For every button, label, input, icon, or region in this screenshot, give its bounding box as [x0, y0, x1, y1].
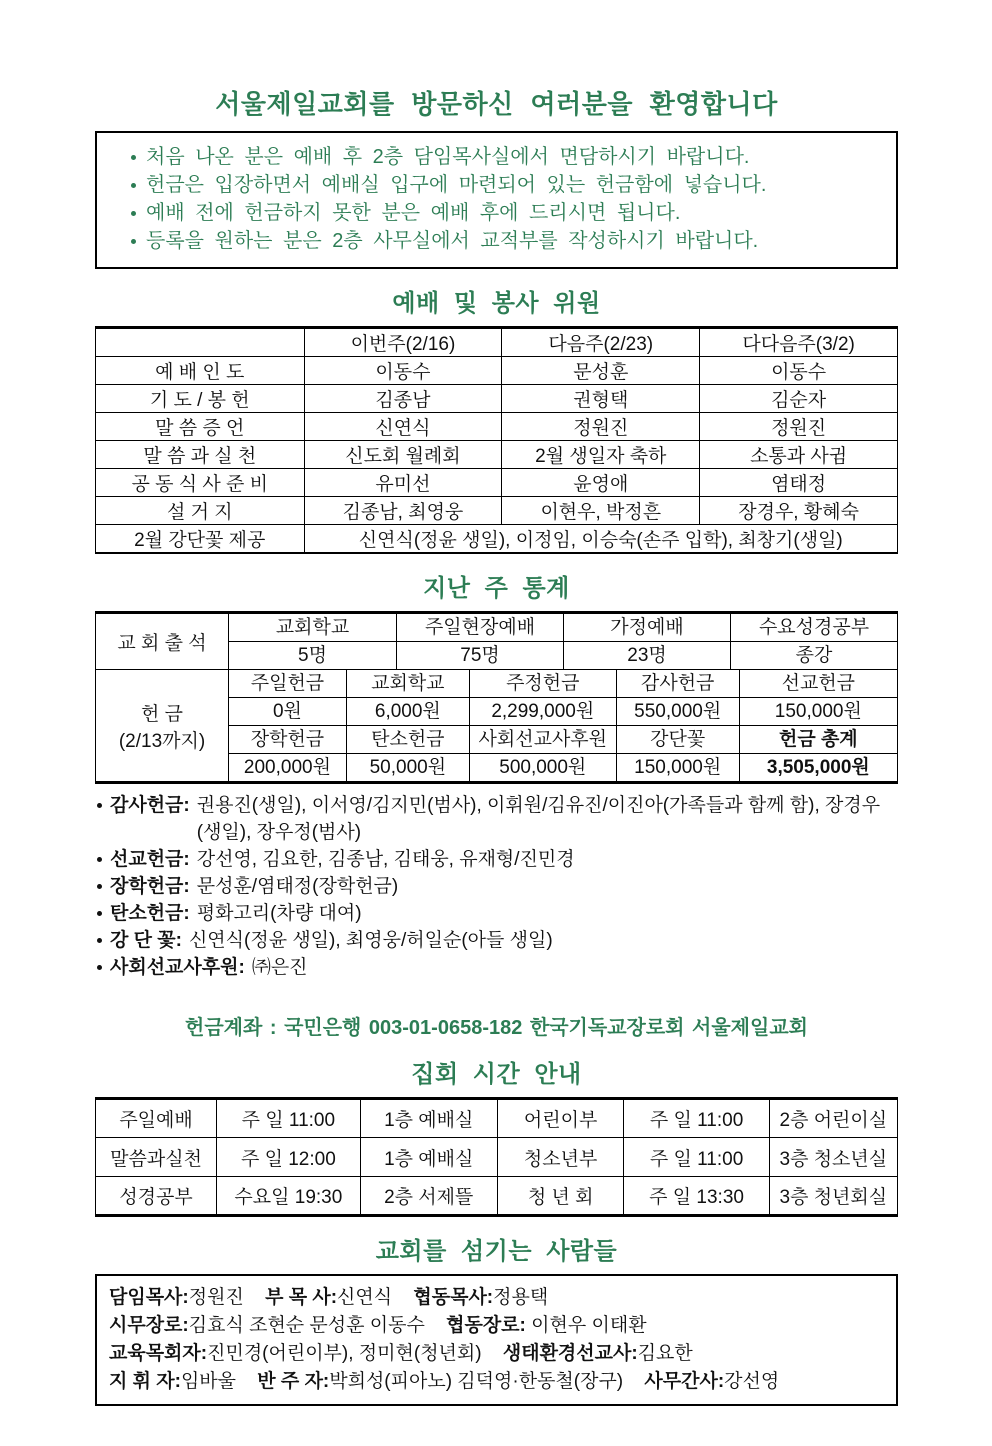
column-header: 교회학교	[346, 670, 469, 697]
table-row	[96, 1099, 898, 1138]
detail-text: 강선영, 김요한, 김종남, 김태웅, 유재형/진민경	[196, 849, 575, 870]
cell: 이동수	[304, 357, 502, 385]
staff-box	[95, 1274, 898, 1406]
detail-label: 탄소헌금:	[110, 903, 190, 924]
row-label: 2월 강단꽃 제공	[96, 525, 305, 554]
meeting-name: 말씀과실천	[96, 1138, 217, 1177]
row-label: 말 씀 증 언	[96, 413, 305, 441]
welcome-note-text: 예배 전에 헌금하지 못한 분은 예배 후에 드리시면 됩니다.	[146, 202, 681, 224]
bullet-icon	[131, 183, 136, 188]
offering-label-line1: 헌 금	[141, 703, 183, 725]
offering-account-line: 헌금계좌 : 국민은행 003-01-0658-182 한국기독교장로회 서울제일교회	[185, 1017, 808, 1039]
column-header: 교회학교	[275, 617, 350, 638]
offering-value: 500,000원	[469, 753, 616, 781]
offering-label-line2: (2/13까지)	[118, 730, 206, 752]
column-header: 이번주(2/16)	[304, 328, 502, 357]
staff-role: 시무장로:	[109, 1315, 189, 1336]
detail-text: 신연식(정윤 생일), 최영웅/허일순(아들 생일)	[188, 930, 553, 951]
meeting-place: 2층 어린이실	[769, 1099, 897, 1138]
staff-name: 임바울	[180, 1371, 237, 1392]
staff-line	[109, 1312, 884, 1340]
attendance-label: 교 회 출 석	[96, 614, 229, 669]
detail-text: 평화고리(차량 대여)	[196, 903, 362, 924]
row-label: 기 도 / 봉 헌	[96, 385, 305, 413]
staff-name: 김요한	[637, 1343, 693, 1364]
staff-pair	[109, 1343, 482, 1364]
meeting-place: 1층 예배실	[360, 1099, 497, 1138]
list-item	[95, 927, 898, 954]
staff-line	[109, 1368, 884, 1396]
stats-section-title: 지난 주 통계	[423, 575, 570, 602]
column-header: 주일현장예배	[396, 614, 563, 641]
column-header: 장학헌금	[229, 725, 346, 753]
staff-name: 박희성(피아노) 김덕영·한동철(장구)	[329, 1371, 624, 1392]
attendance-value: 75명	[396, 641, 563, 669]
detail-label: 장학헌금:	[110, 876, 190, 897]
staff-pair	[109, 1315, 425, 1336]
detail-text: 문성훈/염태정(장학헌금)	[196, 876, 399, 897]
welcome-notes-box	[95, 131, 898, 269]
table-row	[96, 357, 898, 385]
table-header-row	[96, 328, 898, 357]
detail-text: 권용진(생일), 이서영/김지민(범사), 이휘원/김유진/이진아(가족들과 함께 함), 장경우(생일), 장우정(범사)	[196, 795, 881, 843]
detail-label: 감사헌금:	[110, 795, 190, 816]
row-label: 예 배 인 도	[96, 357, 305, 385]
staff-name: 이현우 이태환	[525, 1315, 647, 1336]
meeting-name: 청소년부	[497, 1138, 624, 1177]
corner-cell	[96, 328, 305, 357]
cell: 2월 생일자 축하	[502, 441, 700, 469]
meeting-name: 청 년 회	[497, 1177, 624, 1216]
table-row	[96, 385, 898, 413]
bullet-icon	[97, 965, 102, 970]
offering-value: 2,299,000원	[469, 697, 616, 725]
flower-row	[96, 525, 898, 554]
cell: 정원진	[700, 413, 898, 441]
attendance-value: 23명	[563, 641, 730, 669]
detail-label: 선교헌금:	[110, 849, 190, 870]
meeting-time: 주 일 13:30	[624, 1177, 769, 1216]
detail-label: 강 단 꽃:	[110, 930, 182, 951]
list-item	[95, 846, 898, 873]
staff-line	[109, 1284, 884, 1312]
staff-pair	[109, 1371, 236, 1392]
staff-pair	[413, 1287, 548, 1308]
worship-committee-table	[95, 326, 898, 554]
cell: 김순자	[700, 385, 898, 413]
bullet-icon	[131, 155, 136, 160]
column-header: 탄소헌금	[346, 725, 469, 753]
cell: 장경우, 황혜숙	[700, 497, 898, 525]
meeting-name: 성경공부	[96, 1177, 217, 1216]
staff-name: 신연식	[337, 1287, 393, 1308]
staff-line	[109, 1340, 884, 1368]
offering-value: 6,000원	[346, 697, 469, 725]
cell: 권형택	[502, 385, 700, 413]
cell: 김종남, 최영웅	[304, 497, 502, 525]
staff-name: 정용택	[493, 1287, 549, 1308]
flower-providers: 신연식(정윤 생일), 이정임, 이승숙(손주 입학), 최창기(생일)	[304, 525, 897, 554]
list-item	[95, 873, 898, 900]
table-row	[96, 1177, 898, 1216]
column-header: 다음주(2/23)	[502, 328, 700, 357]
staff-role: 생태환경선교사:	[502, 1343, 638, 1364]
cell: 유미선	[304, 469, 502, 497]
staff-pair	[446, 1315, 646, 1336]
column-header: 선교헌금	[739, 670, 897, 697]
meetings-section-title: 집회 시간 안내	[411, 1061, 582, 1088]
list-item	[95, 900, 898, 927]
column-header: 강단꽃	[616, 725, 739, 753]
meeting-name: 주일예배	[96, 1099, 217, 1138]
worship-section-title: 예배 및 봉사 위원	[392, 290, 601, 317]
bullet-icon	[131, 211, 136, 216]
table-row	[96, 1138, 898, 1177]
column-header: 다다음주(3/2)	[700, 328, 898, 357]
cell: 문성훈	[502, 357, 700, 385]
list-item	[95, 954, 898, 981]
meeting-time: 주 일 11:00	[624, 1138, 769, 1177]
staff-role: 지 휘 자:	[109, 1371, 181, 1392]
meeting-place: 3층 청소년실	[769, 1138, 897, 1177]
staff-pair	[644, 1371, 779, 1392]
meeting-place: 2층 서제뜰	[360, 1177, 497, 1216]
page-title: 서울제일교회를 방문하신 여러분을 환영합니다	[215, 89, 778, 119]
staff-role: 반 주 자:	[257, 1371, 330, 1392]
welcome-note-text: 등록을 원하는 분은 2층 사무실에서 교적부를 작성하시기 바랍니다.	[146, 230, 759, 252]
attendance-value: 5명	[229, 641, 396, 669]
welcome-note-text: 처음 나온 분은 예배 후 2층 담임목사실에서 면담하시기 바랍니다.	[146, 146, 750, 168]
bullet-icon	[97, 803, 102, 808]
welcome-note-text: 헌금은 입장하면서 예배실 입구에 마련되어 있는 헌금함에 넣습니다.	[146, 174, 767, 196]
staff-role: 사무간사:	[644, 1371, 725, 1392]
cell: 이동수	[700, 357, 898, 385]
offering-value: 200,000원	[229, 753, 346, 781]
bullet-icon	[97, 938, 102, 943]
staff-role: 부 목 사:	[265, 1287, 338, 1308]
detail-label: 사회선교사후원:	[110, 957, 245, 978]
offering-value: 150,000원	[616, 753, 739, 781]
meeting-time: 주 일 11:00	[217, 1099, 361, 1138]
row-label: 설 거 지	[96, 497, 305, 525]
attendance-value: 종강	[730, 641, 897, 669]
table-row	[96, 441, 898, 469]
staff-name: 강선영	[724, 1371, 780, 1392]
meeting-time: 주 일 12:00	[217, 1138, 361, 1177]
table-row	[96, 497, 898, 525]
meeting-place: 1층 예배실	[360, 1138, 497, 1177]
cell: 김종남	[304, 385, 502, 413]
meeting-time: 주 일 11:00	[624, 1099, 769, 1138]
cell: 정원진	[502, 413, 700, 441]
meeting-place: 3층 청년회실	[769, 1177, 897, 1216]
row-label: 말 씀 과 실 천	[96, 441, 305, 469]
cell: 염태정	[700, 469, 898, 497]
cell: 신도회 월례회	[304, 441, 502, 469]
staff-pair	[257, 1371, 623, 1392]
welcome-note	[131, 143, 886, 171]
offering-grid	[229, 669, 897, 781]
meeting-time: 수요일 19:30	[217, 1177, 361, 1216]
cell: 이현우, 박정흔	[502, 497, 700, 525]
staff-role: 협동목사:	[413, 1287, 494, 1308]
column-header: 주일헌금	[250, 673, 325, 694]
staff-name: 정원진	[188, 1287, 244, 1308]
staff-pair	[265, 1287, 392, 1308]
offering-total-value: 3,505,000원	[739, 753, 897, 781]
column-header: 사회선교사후원	[469, 725, 616, 753]
list-item	[95, 792, 898, 846]
bullet-icon	[131, 239, 136, 244]
offering-value: 150,000원	[739, 697, 897, 725]
staff-pair	[109, 1287, 244, 1308]
bullet-icon	[97, 911, 102, 916]
offering-value: 550,000원	[616, 697, 739, 725]
offering-details-list	[95, 792, 898, 981]
bullet-icon	[97, 857, 102, 862]
column-header: 주정헌금	[469, 670, 616, 697]
meeting-times-table	[95, 1097, 898, 1217]
staff-role: 교육목회자:	[109, 1343, 208, 1364]
offering-value: 50,000원	[346, 753, 469, 781]
column-header: 감사헌금	[616, 670, 739, 697]
offering-value: 0원	[229, 697, 346, 725]
row-label: 공 동 식 사 준 비	[96, 469, 305, 497]
detail-text: ㈜은진	[251, 957, 308, 978]
staff-name: 진민경(어린이부), 정미현(청년회)	[207, 1343, 482, 1364]
table-row	[96, 469, 898, 497]
staff-name: 김효식 조현순 문성훈 이동수	[188, 1315, 425, 1336]
welcome-note	[131, 227, 886, 255]
meeting-name: 어린이부	[497, 1099, 624, 1138]
staff-role: 협동장로:	[446, 1315, 526, 1336]
stats-table	[95, 611, 898, 784]
welcome-note	[131, 171, 886, 199]
cell: 신연식	[304, 413, 502, 441]
staff-role: 담임목사:	[109, 1287, 189, 1308]
cell: 소통과 사귐	[700, 441, 898, 469]
table-row	[96, 413, 898, 441]
offering-total-label: 헌금 총계	[739, 725, 897, 753]
offering-label	[96, 669, 229, 781]
staff-section-title: 교회를 섬기는 사람들	[375, 1238, 618, 1265]
column-header: 가정예배	[563, 614, 730, 641]
welcome-note	[131, 199, 886, 227]
attendance-grid	[229, 614, 897, 669]
staff-pair	[503, 1343, 693, 1364]
column-header: 수요성경공부	[730, 614, 897, 641]
bullet-icon	[97, 884, 102, 889]
cell: 윤영애	[502, 469, 700, 497]
